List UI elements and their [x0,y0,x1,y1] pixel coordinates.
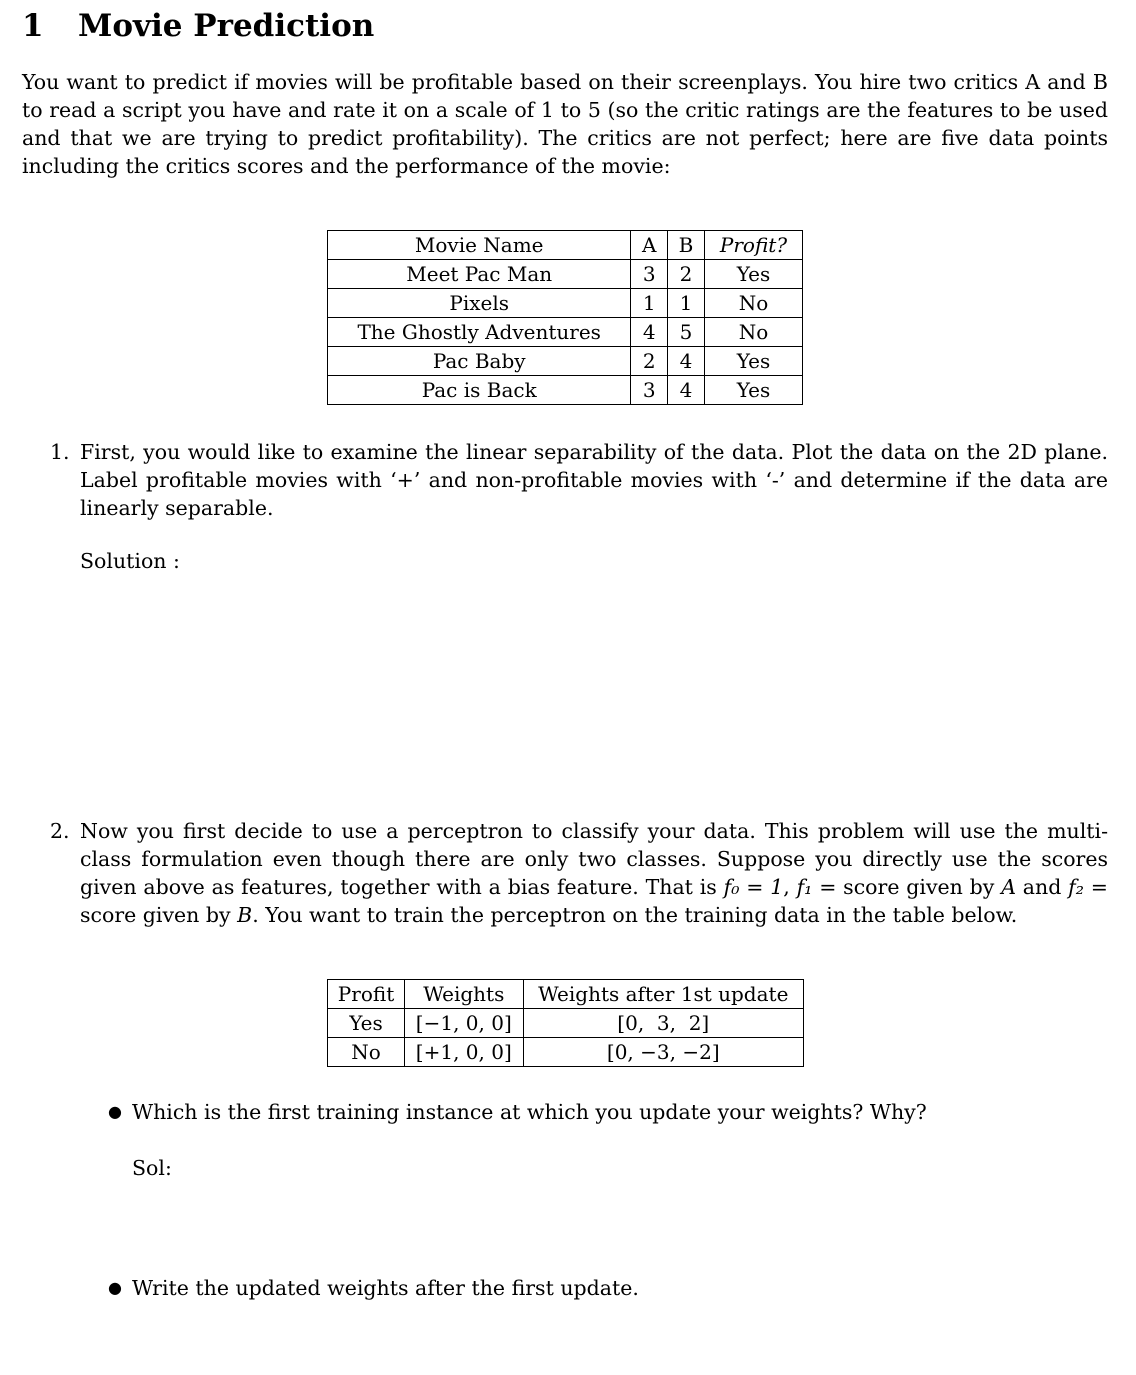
cell-a: 3 [631,260,668,289]
question-2-text [80,817,1108,929]
cell-a: 3 [631,376,668,405]
table-row [328,1009,804,1038]
cell-profit: No [704,289,802,318]
section-title: Movie Prediction [78,8,375,44]
q2-f1: f₁ [796,875,813,899]
sol-label: Sol: [132,1156,172,1180]
header-profit: Profit [328,980,405,1009]
cell-b: 4 [668,347,705,376]
cell-profit: Yes [704,347,802,376]
header-movie-name: Movie Name [328,231,631,260]
header-profit: Profit? [704,231,802,260]
question-2-number: 2. [50,819,70,843]
cell-a: 4 [631,318,668,347]
cell-profit: Yes [704,260,802,289]
cell-profit: No [328,1038,405,1067]
cell-b: 4 [668,376,705,405]
bullet-icon: ● [108,1102,122,1121]
section-number: 1 [22,8,44,44]
cell-profit: Yes [328,1009,405,1038]
q2-critic-b: B [237,903,253,927]
section-heading [22,8,374,44]
q2-text-a: Now you first decide to use a perceptron to classify your data. This problem will use the multi-class formulation even though there are only two classes. Suppose you directly use the scores given above as features, together with a bias feature. That is [80,819,1108,899]
weights-table [327,979,804,1067]
cell-b: 5 [668,318,705,347]
header-weights-after: Weights after 1st update [523,980,803,1009]
table-header-row [328,231,803,260]
q2-f0: f₀ = 1 [723,875,784,899]
cell-movie: Pac Baby [328,347,631,376]
cell-b: 1 [668,289,705,318]
cell-profit: No [704,318,802,347]
intro-text: You want to predict if movies will be profitable based on their screenplays. You hire two critics A and B to read a script you have and rate it on a scale of 1 to 5 (so the critic ratings are the features to be used and that we are trying to predict profitability). The critics are not perfect; here are five data points including the critics scores and the performance of the movie: [22,70,1108,178]
cell-profit: Yes [704,376,802,405]
bullet-item [108,1100,927,1124]
solution-label: Solution : [80,549,180,573]
q2-critic-a: A [1001,875,1016,899]
cell-a: 1 [631,289,668,318]
movies-table [327,230,803,405]
question-1-number: 1. [50,440,70,464]
cell-movie: Pac is Back [328,376,631,405]
cell-weights-after: [0, 3, 2] [523,1009,803,1038]
table-row [328,289,803,318]
cell-movie: The Ghostly Adventures [328,318,631,347]
q2-f2: f₂ [1068,875,1084,899]
cell-weights-after: [0, −3, −2] [523,1038,803,1067]
header-b: B [668,231,705,260]
q2-text-d: . You want to train the perceptron on the training data in the table below. [252,903,1018,927]
cell-weights: [+1, 0, 0] [405,1038,524,1067]
bullet-1-text: Which is the first training instance at which you update your weights? Why? [132,1100,927,1124]
question-1 [50,438,1108,522]
table-row [328,260,803,289]
table-row [328,1038,804,1067]
header-a: A [631,231,668,260]
q2-text-b: = score given by [812,875,1002,899]
q2-sep: , [783,875,797,899]
cell-movie: Meet Pac Man [328,260,631,289]
question-2 [50,817,1108,929]
table-row [328,318,803,347]
header-weights: Weights [405,980,524,1009]
intro-paragraph [22,68,1108,180]
cell-a: 2 [631,347,668,376]
bullet-icon: ● [108,1278,122,1297]
q2-text-c: = score given by [80,875,1108,927]
table-header-row [328,980,804,1009]
cell-b: 2 [668,260,705,289]
cell-movie: Pixels [328,289,631,318]
bullet-item [108,1276,639,1300]
table-row [328,347,803,376]
question-1-text: First, you would like to examine the linear separability of the data. Plot the data on the 2D plane. Label profitable movies with ‘+’ and non-profitable movies with ‘-’ and determine if the data are linearly separable. [80,440,1108,520]
table-row [328,376,803,405]
bullet-2-text: Write the updated weights after the first update. [132,1276,639,1300]
cell-weights: [−1, 0, 0] [405,1009,524,1038]
q2-and: and [1016,875,1069,899]
